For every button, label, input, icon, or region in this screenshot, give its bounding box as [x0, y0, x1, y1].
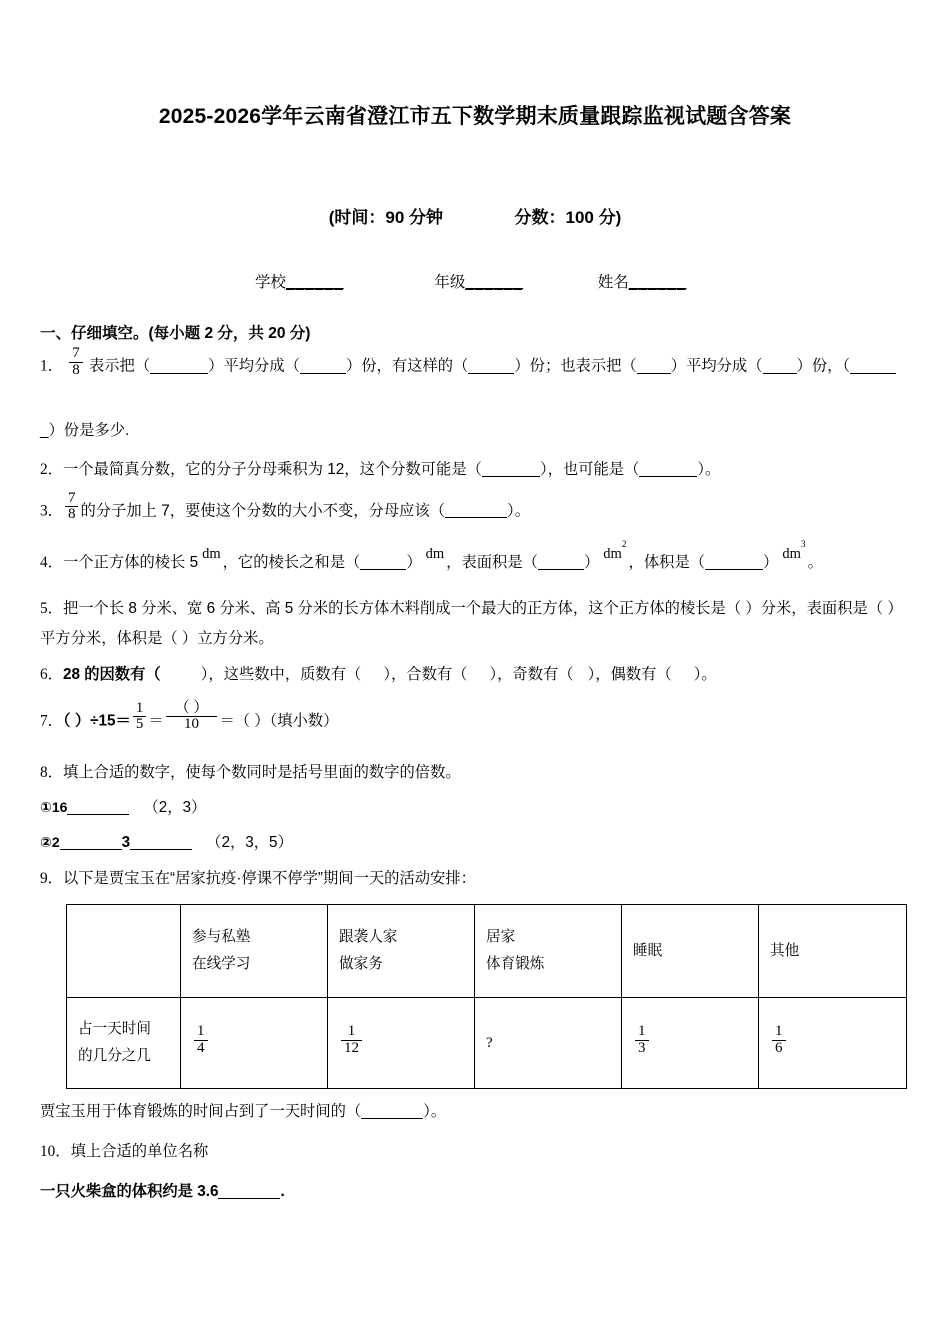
unit-dm-cubed	[782, 539, 806, 562]
cell-fraction	[772, 1024, 786, 1056]
item-2-mid: 3	[121, 834, 131, 852]
answer-blank[interactable]	[300, 373, 346, 374]
question-1-text-b: ）平均分成（	[208, 357, 300, 375]
question-9-text: 以下是贾宝玉在“居家抗疫·停课不停学”期间一天的活动安排：	[62, 870, 476, 888]
question-1-text-f: ）份，（	[796, 357, 851, 375]
question-2	[40, 455, 910, 485]
question-2-number: 2．	[40, 460, 63, 478]
question-6-text-d: ），奇数有（	[489, 665, 574, 683]
question-7-fraction-1	[133, 701, 147, 733]
item-1-prefix: ①16	[40, 799, 68, 816]
answer-blank[interactable]	[67, 814, 129, 815]
answer-blank[interactable]	[468, 373, 514, 374]
school-label: 学校	[255, 274, 287, 292]
table-cell-value	[181, 998, 328, 1089]
fraction-denominator: 12	[341, 1040, 362, 1057]
answer-blank[interactable]	[445, 517, 507, 518]
question-4-text-b: ，它的棱长之和是（	[222, 553, 361, 571]
question-4-text-d: ，表面积是（	[446, 553, 538, 571]
answer-blank[interactable]	[763, 373, 797, 374]
question-10-sub-suffix: .	[280, 1183, 285, 1201]
question-7-fraction-2	[166, 701, 218, 733]
question-6	[40, 660, 910, 690]
question-10-sub	[40, 1177, 910, 1207]
unknown-value: ?	[486, 1034, 493, 1051]
unit-exponent: 3	[800, 539, 806, 550]
question-10-text: 填上合适的单位名称	[70, 1143, 209, 1161]
table-cell-value	[759, 998, 907, 1089]
question-10-sub-prefix: 一只火柴盒的体积约是 3.6	[40, 1183, 219, 1201]
header-line-1: 其他	[770, 942, 800, 959]
schedule-table	[66, 904, 907, 1089]
question-2-text-c: ）。	[697, 460, 721, 478]
fraction-denominator: 8	[69, 362, 83, 379]
exam-meta	[40, 203, 910, 228]
question-4	[40, 539, 910, 578]
item-2-suffix: （2，3，5）	[206, 834, 293, 852]
question-2-text-a: 一个最简真分数，它的分子分母乘积为 12，这个分数可能是（	[62, 460, 482, 478]
cell-fraction	[635, 1024, 649, 1056]
header-line-2: 体育锻炼	[486, 956, 545, 973]
item-1-suffix: （2，3）	[143, 799, 207, 817]
grade-field	[434, 270, 523, 292]
schedule-table-wrapper	[40, 904, 910, 1089]
question-4-text-h: 。	[807, 553, 823, 571]
question-9-followup	[40, 1097, 910, 1127]
fraction-denominator: 10	[166, 716, 218, 733]
question-1-text-g: _）份是多少.	[40, 421, 130, 439]
table-cell-unknown	[475, 998, 622, 1089]
question-3-text-a: 的分子加上 7，要使这个分数的大小不变，分母应该（	[80, 502, 446, 520]
question-6-text-b: ），这些数中，质数有（	[200, 665, 362, 683]
question-3-text-b: ）。	[507, 502, 530, 520]
question-2-text-b: ），也可能是（	[539, 460, 640, 478]
header-line-1: 参与私塾	[192, 929, 251, 946]
header-line-1: 跟袭人家	[339, 929, 398, 946]
table-header-cell-empty	[67, 905, 181, 998]
question-6-text-a: 28 的因数有（	[62, 665, 161, 683]
question-1-text-c: ）份，有这样的（	[345, 357, 469, 375]
fraction-numerator: 1	[638, 1023, 646, 1040]
table-header-cell-tutoring	[181, 905, 328, 998]
grade-label: 年级	[434, 274, 466, 292]
fraction-numerator: 1	[775, 1023, 783, 1040]
question-8-item-1	[40, 792, 910, 823]
table-header-cell-exercise	[475, 905, 622, 998]
section-heading: 一、仔细填空。(每小题 2 分，共 20 分)	[40, 325, 311, 343]
answer-blank[interactable]	[150, 373, 208, 374]
header-line-1: 居家	[486, 929, 516, 946]
cell-fraction	[194, 1024, 208, 1056]
fraction-denominator: 4	[194, 1040, 208, 1057]
table-header-cell-other	[759, 905, 907, 998]
question-3-fraction	[65, 491, 79, 523]
header-line-2: 在线学习	[192, 956, 251, 973]
exam-score-label: 分数：100 分)	[514, 208, 622, 228]
item-2-prefix: ②2	[40, 834, 60, 851]
fraction-numerator: 1	[135, 699, 144, 716]
school-blank[interactable]: ______	[286, 274, 344, 292]
question-7	[40, 699, 910, 736]
row-label-line-2: 的几分之几	[78, 1048, 151, 1065]
question-4-number: 4．	[40, 553, 63, 571]
unit-dm: dm	[202, 545, 221, 562]
grade-blank[interactable]: ______	[465, 274, 524, 292]
question-1-text-a: 表示把（	[88, 357, 151, 375]
table-row	[67, 998, 907, 1089]
table-header-cell-sleep	[622, 905, 759, 998]
question-7-text-a: （ ）÷15＝	[62, 712, 131, 730]
answer-blank[interactable]	[639, 476, 697, 477]
answer-blank[interactable]	[361, 1118, 423, 1119]
question-7-number: 7．	[40, 712, 63, 730]
answer-blank[interactable]	[218, 1198, 280, 1199]
followup-text-b: ）。	[423, 1103, 447, 1121]
question-6-text-f: ）。	[693, 665, 717, 683]
question-8	[40, 758, 910, 788]
school-field	[255, 270, 344, 292]
question-7-equals-1: ＝	[148, 712, 164, 730]
question-6-number: 6．	[40, 665, 63, 683]
fraction-denominator: 5	[133, 716, 147, 733]
fraction-numerator: 1	[197, 1023, 205, 1040]
answer-blank[interactable]	[705, 569, 763, 570]
answer-blank[interactable]	[850, 373, 896, 374]
question-5-number: 5．	[40, 599, 63, 617]
question-10-number: 10．	[40, 1143, 71, 1161]
question-8-text: 填上合适的数字，使每个数同时是括号里面的数字的倍数。	[62, 764, 461, 782]
question-1-text-d: ）份；也表示把（	[514, 357, 637, 375]
answer-blank[interactable]	[60, 849, 122, 850]
page-title: 2025-2026学年云南省澄江市五下数学期末质量跟踪监视试题含答案	[158, 105, 792, 128]
row-label-line-1: 占一天时间	[78, 1021, 151, 1038]
table-header-row	[67, 905, 907, 998]
fraction-denominator: 8	[65, 506, 79, 523]
question-9	[40, 864, 910, 894]
answer-blank[interactable]	[482, 476, 540, 477]
exam-time-label: (时间：90 分钟	[328, 208, 444, 228]
table-cell-value	[622, 998, 759, 1089]
unit-dm: dm	[425, 545, 445, 562]
question-4-text-g: ）	[763, 553, 779, 571]
question-6-text-e: ），偶数有（	[587, 665, 672, 683]
unit-base: dm	[782, 545, 801, 562]
question-4-text-f: ，体积是（	[628, 553, 706, 571]
question-6-text-c: ），合数有（	[383, 665, 468, 683]
fraction-numerator[interactable]: （ ）	[174, 699, 209, 716]
unit-exponent: 2	[621, 539, 627, 550]
question-7-equals-2: ＝（ ）（填小数）	[219, 712, 339, 730]
question-10	[40, 1137, 910, 1167]
question-4-text-c: ）	[406, 553, 422, 571]
answer-blank[interactable]	[130, 849, 192, 850]
cell-fraction	[341, 1024, 362, 1056]
question-3	[40, 489, 910, 526]
question-3-number: 3．	[40, 502, 63, 520]
identity-line	[40, 270, 910, 292]
name-field	[598, 270, 687, 292]
question-5	[40, 594, 910, 654]
answer-blank[interactable]	[637, 373, 671, 374]
fraction-numerator: 7	[67, 489, 76, 506]
question-1	[40, 345, 910, 445]
name-blank[interactable]: ______	[628, 274, 687, 292]
question-1-number: 1．	[40, 357, 63, 375]
table-row-label	[67, 998, 181, 1089]
table-header-cell-chores	[328, 905, 475, 998]
question-1-fraction	[69, 346, 83, 378]
followup-text-a: 贾宝玉用于体育锻炼的时间占到了一天时间的（	[40, 1103, 362, 1121]
header-line-2: 做家务	[339, 956, 383, 973]
fraction-numerator: 1	[347, 1023, 356, 1040]
question-5-text: 把一个长 8 分米、宽 6 分米、高 5 分米的长方体木料削成一个最大的正方体，这个正方体的棱长是（ ）分米，表面积是（ ）平方分米，体积是（ ）立方分米。	[40, 599, 903, 647]
fraction-numerator: 7	[72, 345, 80, 362]
question-4-text-a: 一个正方体的棱长 5	[62, 553, 199, 571]
fraction-denominator: 3	[635, 1040, 649, 1057]
fraction-denominator: 6	[772, 1040, 786, 1057]
table-cell-value	[328, 998, 475, 1089]
unit-base: dm	[603, 545, 622, 562]
header-line-1: 睡眠	[633, 942, 663, 959]
question-9-number: 9．	[40, 870, 63, 888]
question-1-text-e: ）平均分成（	[670, 357, 763, 375]
question-4-text-e: ）	[583, 553, 600, 571]
answer-blank[interactable]	[360, 569, 406, 570]
question-8-number: 8．	[40, 764, 63, 782]
unit-dm-squared	[603, 539, 627, 562]
answer-blank[interactable]	[538, 569, 584, 570]
name-label: 姓名	[597, 274, 629, 292]
question-8-item-2	[40, 827, 910, 858]
